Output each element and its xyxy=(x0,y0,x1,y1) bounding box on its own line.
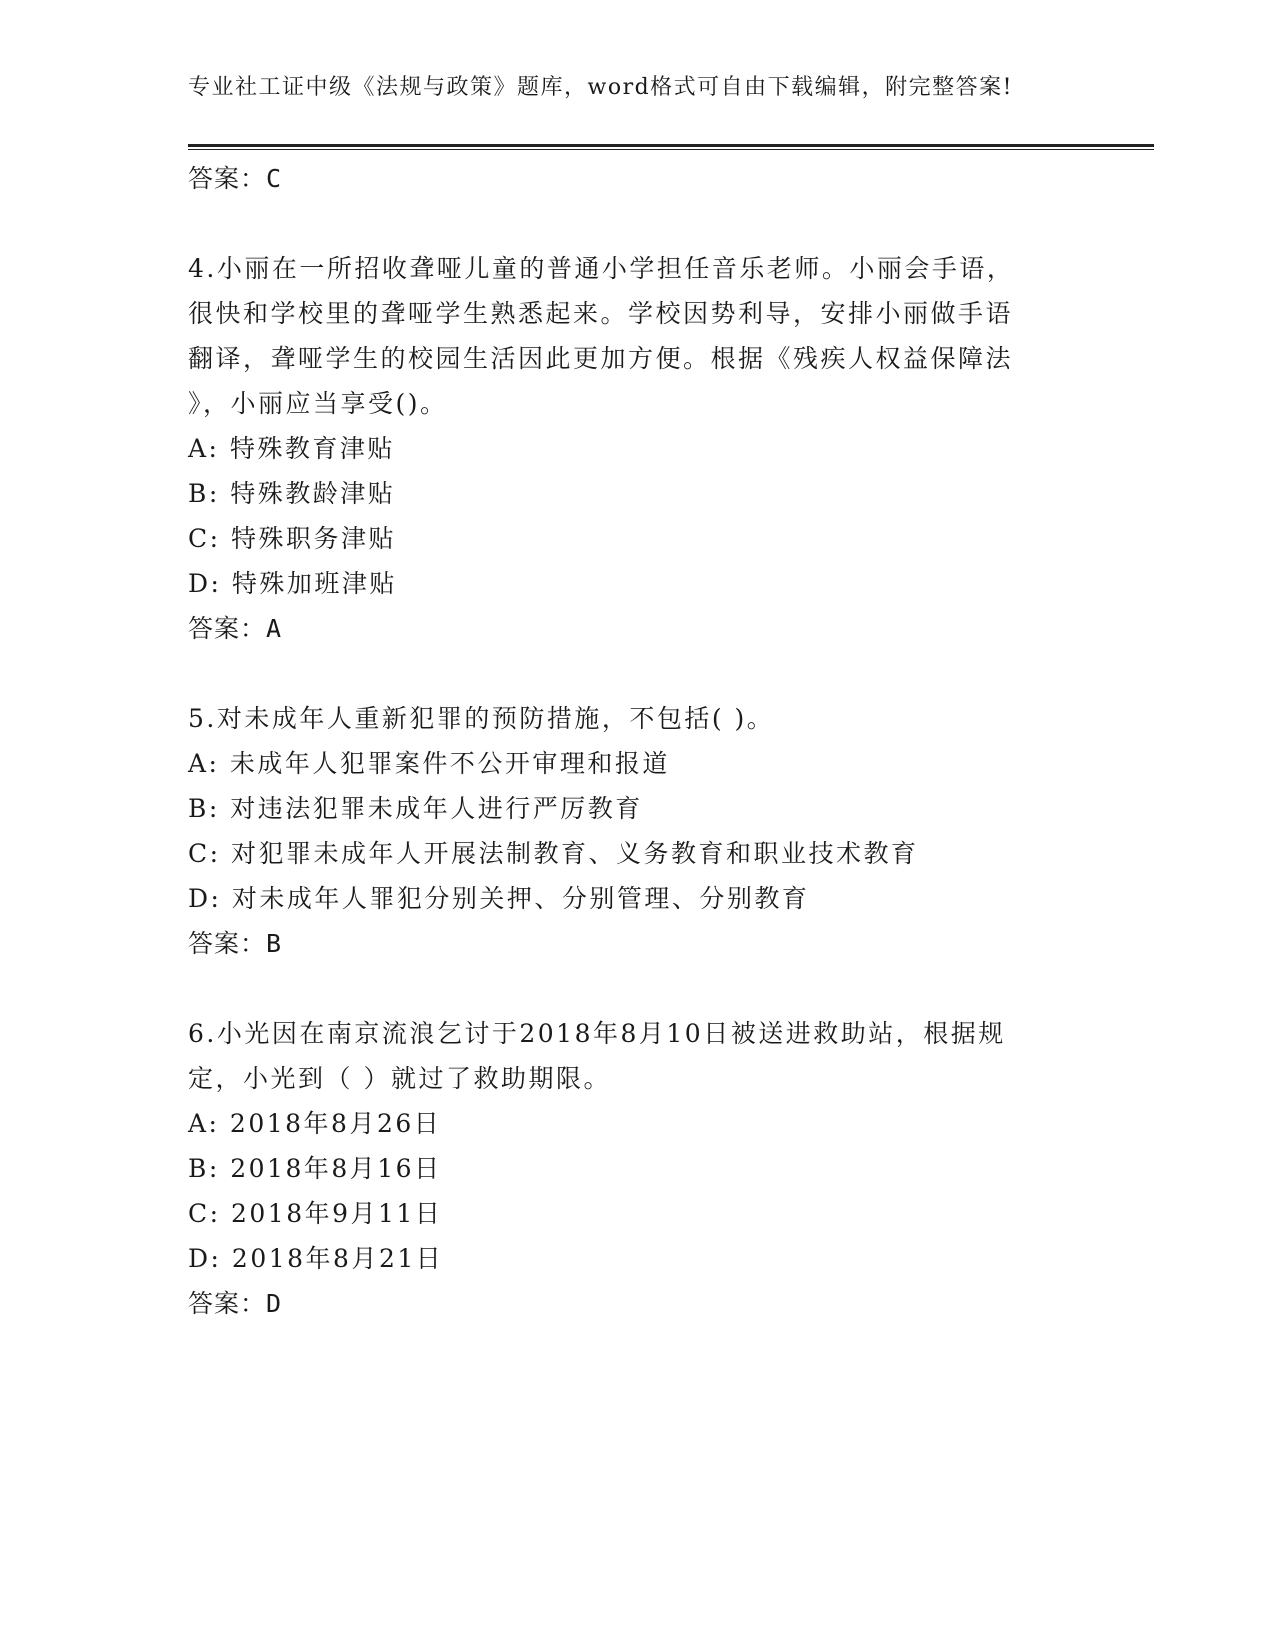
question-block xyxy=(188,1011,1088,1326)
question-text-line: 6.小光因在南京流浪乞讨于2018年8月10日被送进救助站，根据规 xyxy=(188,1019,1006,1048)
document-body xyxy=(188,156,1088,1326)
answer-value: D xyxy=(266,1289,283,1318)
answer-label: 答案： xyxy=(188,614,267,643)
option-d: D: 2018年8月21日 xyxy=(188,1244,444,1273)
header-divider-thick xyxy=(188,144,1154,147)
question-text-line: 定，小光到（ ）就过了救助期限。 xyxy=(188,1064,611,1093)
answer-value: C xyxy=(266,164,283,193)
option-c: C: 对犯罪未成年人开展法制教育、义务教育和职业技术教育 xyxy=(188,839,919,868)
option-a: A: 2018年8月26日 xyxy=(188,1109,442,1138)
question-text-line: 翻译，聋哑学生的校园生活因此更加方便。根据《残疾人权益保障法 xyxy=(188,344,1014,373)
question-text-line: 5.对未成年人重新犯罪的预防措施，不包括( )。 xyxy=(188,704,775,733)
question-block xyxy=(188,246,1088,651)
answer-value: B xyxy=(266,929,283,958)
spacer xyxy=(188,201,1088,246)
answer-line xyxy=(188,156,1088,201)
question-text-line: 4.小丽在一所招收聋哑儿童的普通小学担任音乐老师。小丽会手语， xyxy=(188,254,1015,283)
answer-label: 答案： xyxy=(188,929,267,958)
option-b: B: 对违法犯罪未成年人进行严厉教育 xyxy=(188,794,643,823)
option-c: C: 特殊职务津贴 xyxy=(188,524,396,553)
option-a: A: 未成年人犯罪案件不公开审理和报道 xyxy=(188,749,670,778)
answer-line xyxy=(188,606,1088,651)
answer-label: 答案： xyxy=(188,164,267,193)
option-a: A: 特殊教育津贴 xyxy=(188,434,395,463)
option-d: D: 对未成年人罪犯分别关押、分别管理、分别教育 xyxy=(188,884,810,913)
option-b: B: 2018年8月16日 xyxy=(188,1154,442,1183)
question-text-line: 》，小丽应当享受()。 xyxy=(188,389,448,418)
option-b: B: 特殊教龄津贴 xyxy=(188,479,396,508)
spacer xyxy=(188,651,1088,696)
page-header-title: 专业社工证中级《法规与政策》题库，word格式可自由下载编辑，附完整答案! xyxy=(188,75,1014,100)
answer-line xyxy=(188,921,1088,966)
question-text-line: 很快和学校里的聋哑学生熟悉起来。学校因势利导，安排小丽做手语 xyxy=(188,299,1014,328)
answer-label: 答案： xyxy=(188,1289,267,1318)
question-block xyxy=(188,696,1088,966)
option-c: C: 2018年9月11日 xyxy=(188,1199,443,1228)
spacer xyxy=(188,966,1088,1011)
answer-line xyxy=(188,1281,1088,1326)
answer-value: A xyxy=(266,614,283,643)
header-divider-thin xyxy=(188,149,1154,150)
option-d: D: 特殊加班津贴 xyxy=(188,569,397,598)
